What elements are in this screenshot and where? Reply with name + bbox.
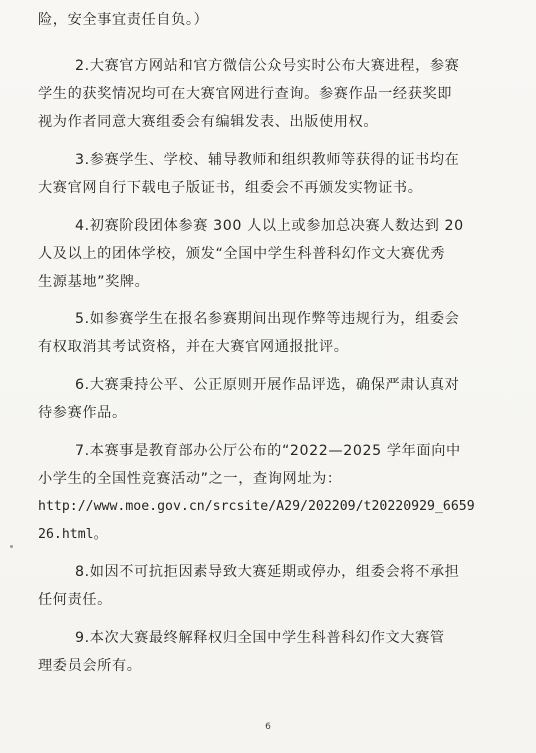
paragraph-line: 人及以上的团体学校，颁发“全国中学生科普科幻作文大赛优秀: [38, 246, 446, 262]
paragraph-line: 险，安全事宜责任自负。）: [38, 12, 209, 28]
query-url-line[interactable]: 26.html。: [38, 527, 107, 542]
page-number: 6: [265, 722, 271, 732]
paragraph-line: 5.如参赛学生在报名参赛期间出现作弊等违规行为，组委会: [75, 311, 460, 327]
paragraph-item-6: [38, 371, 498, 427]
paragraph-line: 大赛官网自行下载电子版证书，组委会不再颁发实物证书。: [38, 180, 423, 196]
paragraph-item-2: [38, 52, 498, 136]
paragraph-line: 4.初赛阶段团体参赛 300 人以上或参加总决赛人数达到 20: [75, 218, 464, 234]
paragraph-line: 生源基地”奖牌。: [38, 274, 150, 290]
paragraph-line: 2.大赛官方网站和官方微信公众号实时公布大赛进程，参赛: [75, 58, 460, 74]
paragraph-line: 视为作者同意大赛组委会有编辑发表、出版使用权。: [38, 114, 379, 130]
paragraph-item-7: [38, 437, 498, 549]
paragraph-item-8: [38, 558, 498, 614]
query-url-line[interactable]: http://www.moe.gov.cn/srcsite/A29/202209/t20220929_6659: [38, 499, 475, 514]
paragraph-line: 6.大赛秉持公平、公正原则开展作品评选，确保严肃认真对: [75, 377, 460, 393]
paragraph-line: 待参赛作品。: [38, 405, 127, 421]
paragraph-item-9: [38, 624, 498, 680]
paragraph-item-4: [38, 212, 498, 296]
paragraph-line: 3.参赛学生、学校、辅导教师和组织教师等获得的证书均在: [75, 152, 460, 168]
paragraph-line: 9.本次大赛最终解释权归全国中学生科普科幻作文大赛管: [75, 630, 445, 646]
scan-dot-mark: [10, 545, 13, 548]
paragraph-line: 小学生的全国性竞赛活动”之一，查询网址为：: [38, 471, 342, 487]
paragraph-continuation: [38, 6, 498, 34]
paragraph-line: 理委员会所有。: [38, 658, 142, 674]
paragraph-line: 7.本赛事是教育部办公厅公布的“2022—2025 学年面向中: [75, 443, 461, 459]
paragraph-line: 8.如因不可抗拒因素导致大赛延期或停办，组委会将不承担: [75, 564, 460, 580]
paragraph-line: 有权取消其考试资格，并在大赛官网通报批评。: [38, 339, 349, 355]
paragraph-line: 任何责任。: [38, 592, 112, 608]
paragraph-item-3: [38, 146, 498, 202]
paragraph-item-5: [38, 305, 498, 361]
paragraph-line: 学生的获奖情况均可在大赛官网进行查询。参赛作品一经获奖即: [38, 86, 453, 102]
